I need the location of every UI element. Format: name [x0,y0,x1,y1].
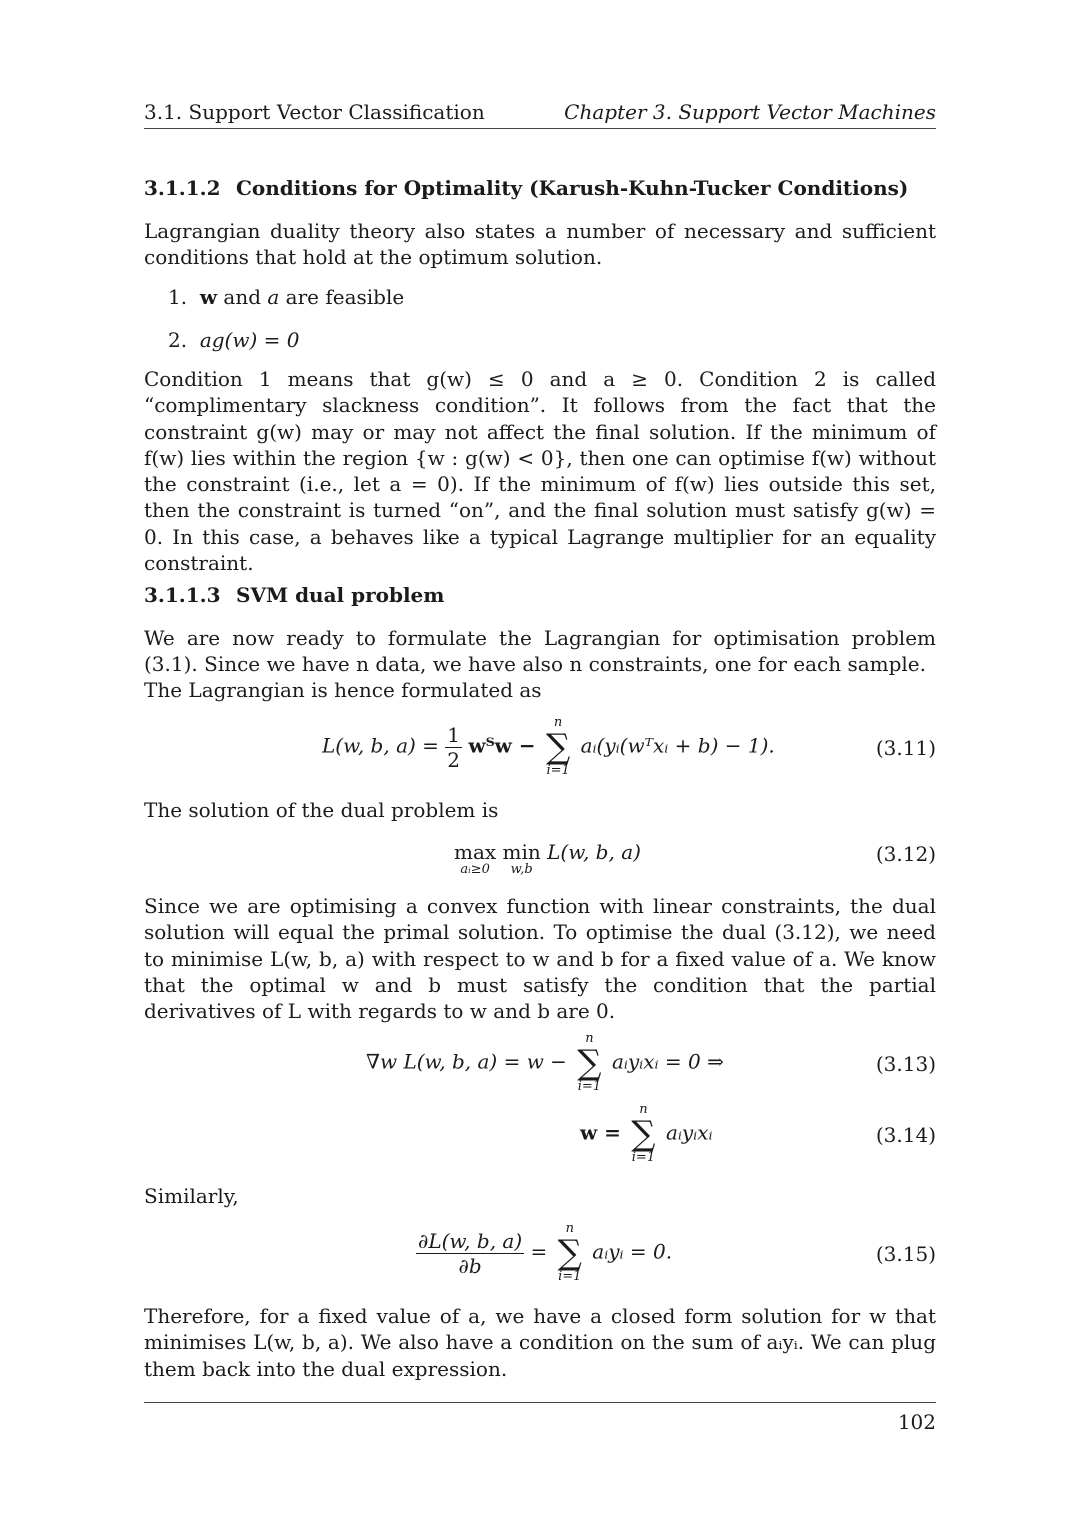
running-head [144,100,936,129]
summation-symbol: n ∑ i=1 [577,1031,602,1094]
convex-paragraph: Since we are optimising a convex function with linear constraints, the dual solution will equal the primal solution. To optimise the dual (3.12), we need to minimise L(w, b, a) with respect to w and b for a fixed value of a. We know that the optimal w and b must satisfy the condition that the partial derivatives of L with regards to w and b are 0. [144,894,936,1024]
kkt-explanation-paragraph: Condition 1 means that g(w) ≤ 0 and a ≥ 0. Condition 2 is called “complimentary slackness condition”. It follows from the fact that the constraint g(w) may or may not affect the final solution. If the minimum of f(w) lies within the region {w : g(w) < 0}, then one can optimise f(w) without the constraint (i.e., let a = 0). If the minimum of f(w) lies outside this set, then the constraint is turned “on”, and the final solution must satisfy g(w) = 0. In this case, a behaves like a typical Lagrange multiplier for an equality constraint. [144,367,936,576]
section-heading-kkt [144,176,908,200]
lagrangian-intro-line: The Lagrangian is hence formulated as [144,678,542,702]
kkt-condition-formula: ag(w) = 0 [199,328,300,352]
equation-number: (3.13) [875,1052,936,1076]
eq311-half: $\frac{1}{2}$ [447,722,460,772]
running-head-chapter: Chapter 3. Support Vector Machines [564,100,936,124]
equation-3-13 [144,1032,936,1102]
closing-paragraph: Therefore, for a fixed value of a, we have a closed form solution for w that minimises L(w, b, a). We also have a condition on the sum of aᵢyᵢ. We can plug them back into the dual expression. [144,1304,936,1381]
running-head-section: 3.1. Support Vector Classification [144,100,485,124]
eq315-rhs: aᵢyᵢ = 0. [592,1239,673,1264]
equation-number: (3.14) [875,1123,936,1147]
eq312-max: max aᵢ≥0 [454,840,497,877]
eq314-lhs: w = [580,1120,621,1145]
eq312-rhs: L(w, b, a) [547,840,641,864]
section-number: 3.1.1.3 [144,583,221,607]
section-title: SVM dual problem [236,583,445,607]
summation-symbol: n ∑ i=1 [557,1221,582,1284]
equation-3-14 [144,1103,936,1173]
section-heading-dual [144,583,444,607]
eq312-min: min w,b [502,840,541,877]
section-title: Conditions for Optimality (Karush-Kuhn-Tucker Conditions) [236,176,909,200]
equation-number: (3.12) [875,842,936,866]
eq311-mid: wᵀw − [468,733,536,758]
eq313-lhs: ∇w L(w, b, a) = w − [366,1049,567,1074]
list-item-2 [168,328,299,352]
dual-intro-paragraph: We are now ready to formulate the Lagrangian for optimisation problem (3.1). Since we have n data, we have also n constraints, one for each sample. [144,626,936,677]
summation-symbol: n ∑ i=1 [545,715,571,778]
dual-solution-line: The solution of the dual problem is [144,798,499,822]
partial-derivative-fraction: $\frac{\partial L(w, b, a)}{\partial b}$ [418,1228,523,1278]
eq314-rhs: aᵢyᵢxᵢ [665,1120,713,1145]
eq313-rhs: aᵢyᵢxᵢ = 0 ⇒ [611,1049,724,1074]
list-item-label: 2. [168,328,188,352]
equation-3-11 [144,716,936,786]
eq311-rhs: aᵢ(yᵢ(wᵀxᵢ + b) − 1). [580,733,775,758]
equation-number: (3.15) [875,1242,936,1266]
similarly-line: Similarly, [144,1184,239,1208]
page-number: 102 [897,1410,936,1434]
list-item-1: 1. w and a are feasible [168,285,405,309]
footer-divider [144,1402,936,1403]
equation-3-12 [144,838,936,882]
eq311-lhs: L(w, b, a) = [322,733,439,758]
equation-number: (3.11) [875,736,936,760]
eq315-equals: = [530,1239,548,1264]
equation-3-15 [144,1222,936,1292]
section-number: 3.1.1.2 [144,176,221,200]
summation-symbol: n ∑ i=1 [631,1102,656,1165]
list-item-label: 1. [168,285,188,309]
document-page [144,0,936,1527]
kkt-intro-paragraph: Lagrangian duality theory also states a number of necessary and sufficient conditions that hold at the optimum solution. [144,219,936,270]
